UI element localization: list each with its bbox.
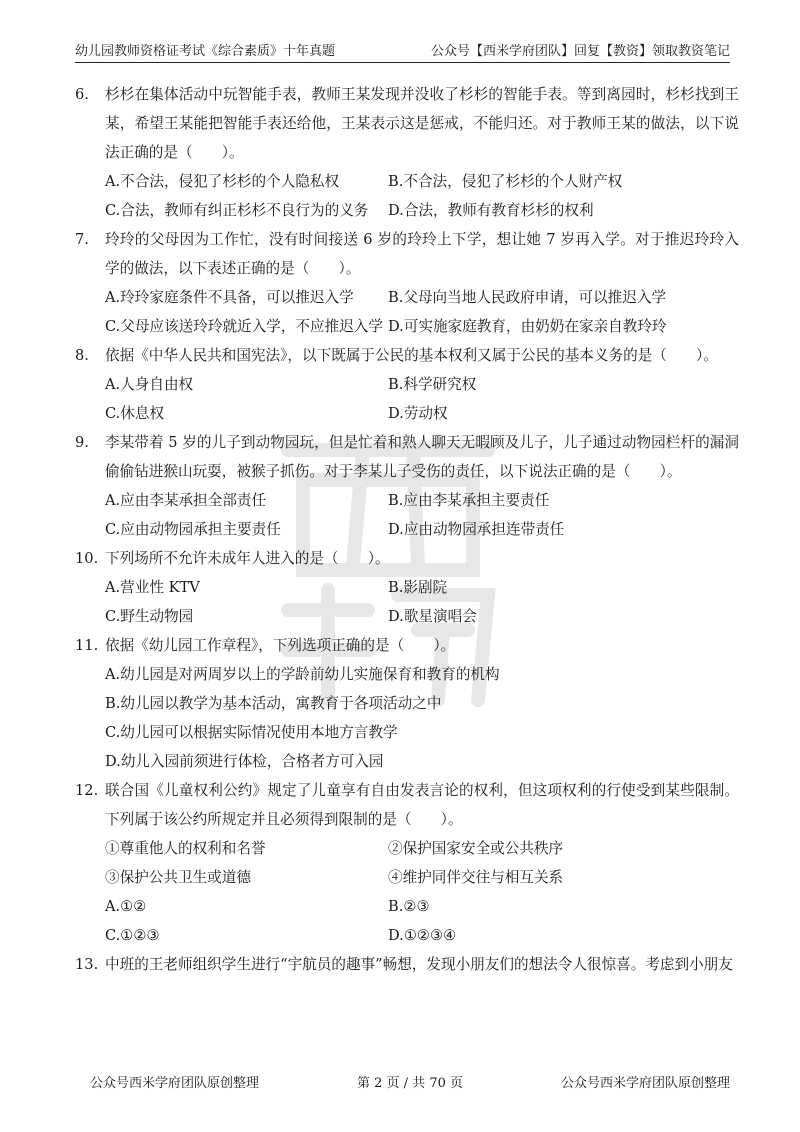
- question-stem: [75, 341, 739, 370]
- option-list: [75, 167, 739, 225]
- question-stem: [75, 631, 739, 660]
- answer-option: A.玲玲家庭条件不具备，可以推迟入学: [105, 289, 354, 306]
- answer-option: D.①②③④: [388, 927, 457, 944]
- question-block: [75, 950, 739, 979]
- option-list: [75, 834, 739, 950]
- header-right-note: 公众号【西米学府团队】回复【教资】领取教资笔记: [430, 44, 730, 59]
- answer-option: D.可实施家庭教育，由奶奶在家亲自教玲玲: [388, 318, 667, 335]
- option-list: [75, 486, 739, 544]
- answer-option: B.幼儿园以教学为基本活动，寓教育于各项活动之中: [105, 695, 442, 712]
- option-list: [75, 573, 739, 631]
- answer-option: ①尊重他人的权利和名誉: [105, 840, 266, 857]
- answer-option: C.父母应该送玲玲就近入学，不应推迟入学: [105, 318, 383, 335]
- question-block: [75, 428, 739, 544]
- page-footer: [90, 1072, 730, 1091]
- answer-option: B.应由李某承担主要责任: [388, 492, 550, 509]
- question-stem: [75, 80, 739, 167]
- answer-option: ②保护国家安全或公共秩序: [388, 840, 564, 857]
- option-list: [75, 283, 739, 341]
- answer-option: C.幼儿园可以根据实际情况使用本地方言教学: [105, 724, 398, 741]
- question-stem: [75, 776, 739, 834]
- answer-option: A.幼儿园是对两周岁以上的学龄前幼儿实施保育和教育的机构: [105, 666, 500, 683]
- question-stem: [75, 428, 739, 486]
- answer-option: D.歌星演唱会: [388, 608, 477, 625]
- question-number: 8.: [75, 347, 89, 364]
- answer-option: D.合法，教师有教育杉杉的权利: [388, 202, 594, 219]
- question-stem: [75, 544, 739, 573]
- question-text: 联合国《儿童权利公约》规定了儿童享有自由发表言论的权利，但这项权利的行使受到某些限制。下列属于该公约所规定并且必须得到限制的是（ ）。: [105, 782, 739, 828]
- question-text: 依据《幼儿园工作章程》，下列选项正确的是（ ）。: [105, 637, 456, 654]
- option-list: [75, 660, 739, 776]
- question-number: 12.: [75, 782, 99, 799]
- footer-right: 公众号西米学府团队原创整理: [560, 1076, 730, 1091]
- answer-option: ③保护公共卫生或道德: [105, 869, 251, 886]
- question-block: [75, 341, 739, 428]
- answer-option: B.②③: [388, 898, 430, 915]
- question-text: 李某带着 5 岁的儿子到动物园玩，但是忙着和熟人聊天无暇顾及儿子，儿子通过动物园栏杆的漏洞偷偷钻进猴山玩耍，被猴子抓伤。对于李某儿子受伤的责任，以下说法正确的是（ ）。: [105, 434, 739, 480]
- answer-option: D.应由动物园承担连带责任: [388, 521, 565, 538]
- question-block: [75, 80, 739, 225]
- answer-option: D.劳动权: [388, 405, 448, 422]
- question-text: 下列场所不允许未成年人进入的是（ ）。: [105, 550, 390, 567]
- answer-option: A.不合法，侵犯了杉杉的个人隐私权: [105, 173, 340, 190]
- page-number: 第 2 页 / 共 70 页: [357, 1076, 463, 1091]
- answer-option: D.幼儿入园前须进行体检，合格者方可入园: [105, 753, 384, 770]
- answer-option: B.影剧院: [388, 579, 448, 596]
- question-number: 10.: [75, 550, 99, 567]
- question-number: 9.: [75, 434, 89, 451]
- answer-option: B.父母向当地人民政府申请，可以推迟入学: [388, 289, 667, 306]
- question-block: [75, 776, 739, 950]
- question-text: 玲玲的父母因为工作忙，没有时间接送 6 岁的玲玲上下学，想让她 7 岁再入学。对于推迟玲玲入学的做法，以下表述正确的是（ ）。: [105, 231, 739, 277]
- question-number: 7.: [75, 231, 89, 248]
- question-number: 11.: [75, 637, 99, 654]
- answer-option: A.人身自由权: [105, 376, 194, 393]
- question-text: 杉杉在集体活动中玩智能手表，教师王某发现并没收了杉杉的智能手表。等到离园时，杉杉找到王某，希望王某能把智能手表还给他，王某表示这是惩戒，不能归还。对于教师王某的做法，以下说法正确的是（ ）。: [105, 86, 739, 161]
- answer-option: C.应由动物园承担主要责任: [105, 521, 281, 538]
- answer-option: C.休息权: [105, 405, 165, 422]
- question-stem: [75, 950, 739, 979]
- header-left-title: 幼儿园教师资格证考试《综合素质》十年真题: [75, 44, 336, 59]
- answer-option: A.营业性 KTV: [105, 579, 200, 596]
- footer-left: 公众号西米学府团队原创整理: [90, 1076, 260, 1091]
- question-number: 13.: [75, 956, 99, 973]
- question-list: [75, 80, 739, 979]
- answer-option: C.合法，教师有纠正杉杉不良行为的义务: [105, 202, 369, 219]
- answer-option: A.应由李某承担全部责任: [105, 492, 267, 509]
- option-list: [75, 370, 739, 428]
- answer-option: A.①②: [105, 898, 147, 915]
- question-number: 6.: [75, 86, 89, 103]
- page-header: [75, 38, 730, 63]
- question-text: 依据《中华人民共和国宪法》，以下既属于公民的基本权利又属于公民的基本义务的是（ ）。: [105, 347, 718, 364]
- question-block: [75, 544, 739, 631]
- answer-option: C.野生动物园: [105, 608, 194, 625]
- question-block: [75, 631, 739, 776]
- answer-option: B.科学研究权: [388, 376, 477, 393]
- answer-option: ④维护同伴交往与相互关系: [388, 869, 564, 886]
- answer-option: C.①②③: [105, 927, 160, 944]
- question-stem: [75, 225, 739, 283]
- question-text: 中班的王老师组织学生进行“宇航员的趣事”畅想，发现小朋友们的想法令人很惊喜。考虑到小朋友: [105, 956, 733, 973]
- question-block: [75, 225, 739, 341]
- answer-option: B.不合法，侵犯了杉杉的个人财产权: [388, 173, 623, 190]
